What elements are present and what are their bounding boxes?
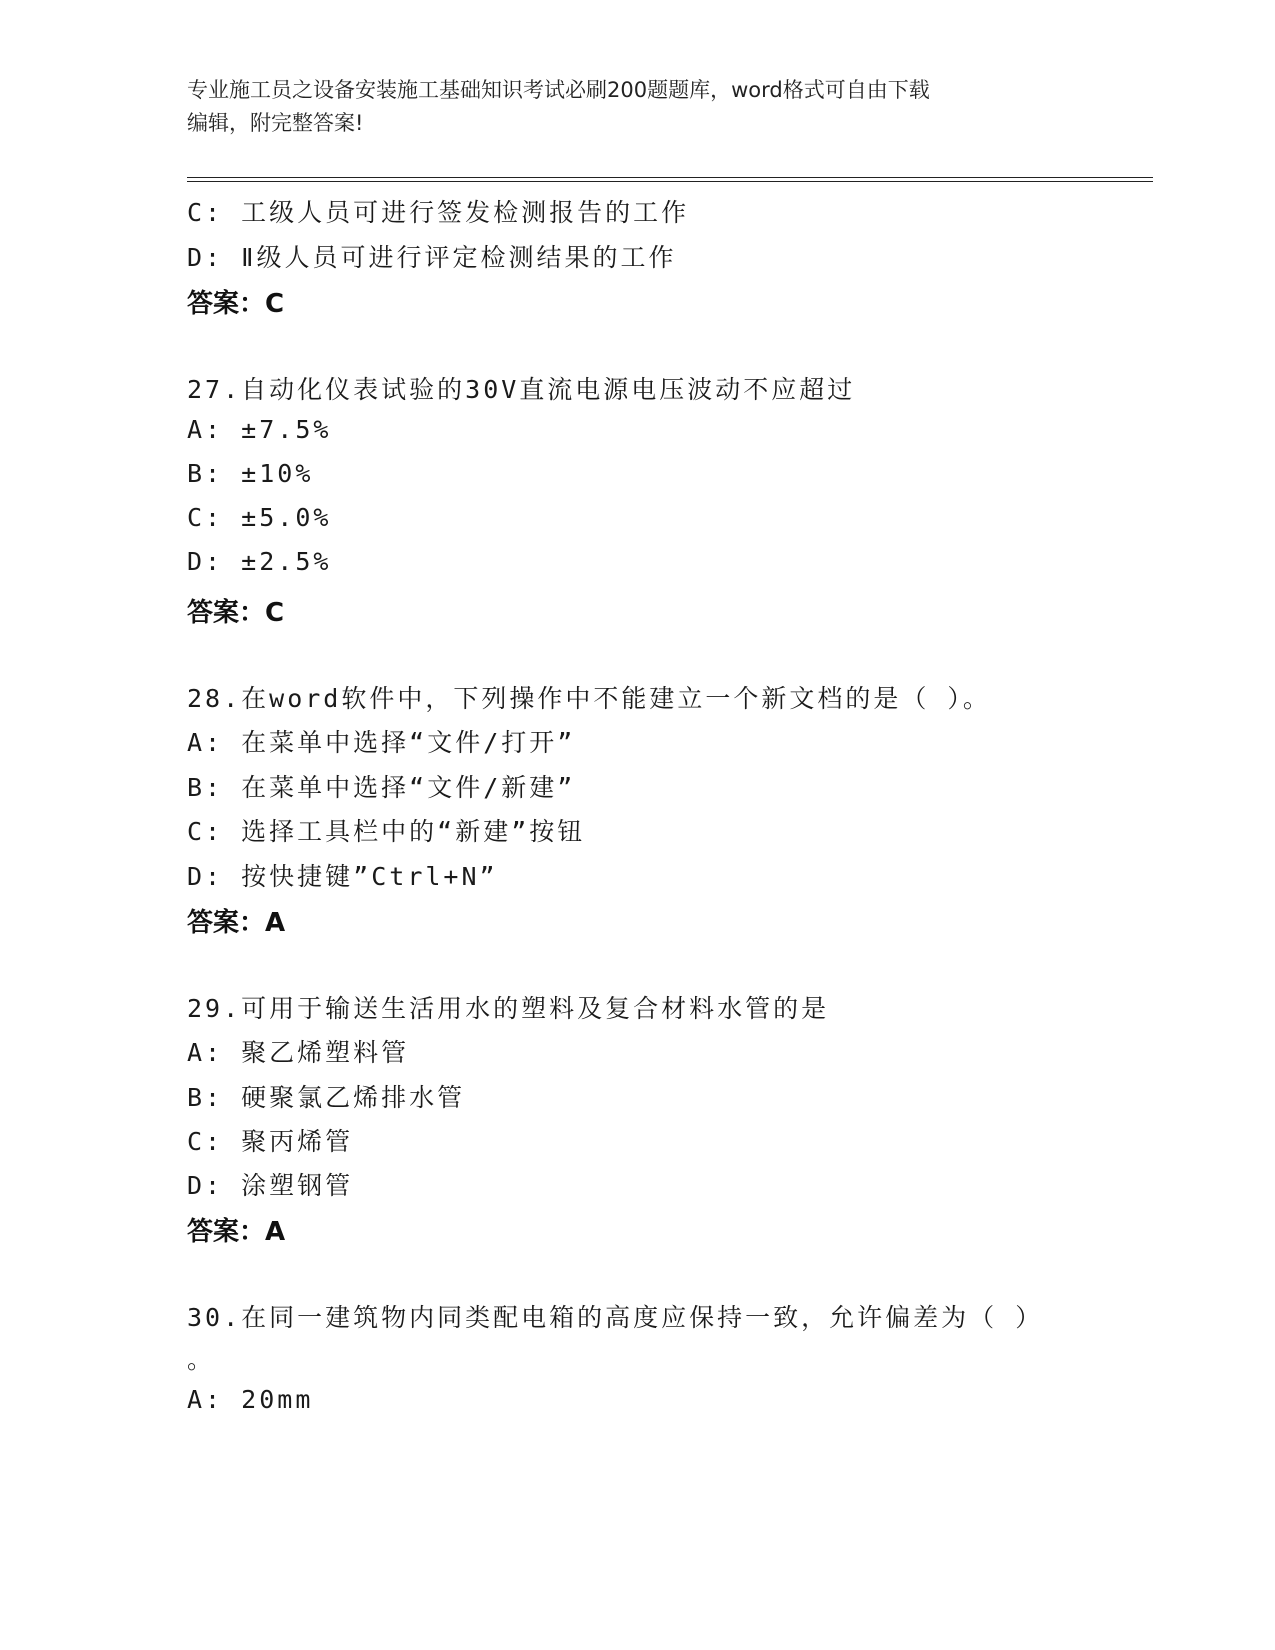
q29-option-c: C: 聚丙烯管	[187, 1127, 354, 1156]
q29-option-a: A: 聚乙烯塑料管	[187, 1038, 410, 1067]
q26-option-c: C: 工级人员可进行签发检测报告的工作	[187, 198, 690, 227]
document-header	[187, 74, 1067, 140]
q28-option-b: B: 在菜单中选择“文件/新建”	[187, 773, 576, 802]
q29-answer: 答案：A	[187, 1217, 286, 1247]
header-line-2: 编辑，附完整答案!	[187, 111, 364, 135]
q27-question: 27.自动化仪表试验的30V直流电源电压波动不应超过	[187, 375, 856, 404]
header-divider-bottom	[187, 181, 1153, 182]
q30-question-continuation: 。	[187, 1345, 216, 1374]
q28-question: 28.在word软件中，下列操作中不能建立一个新文档的是（ ）。	[187, 684, 991, 713]
q30-question: 30.在同一建筑物内同类配电箱的高度应保持一致，允许偏差为（ ）	[187, 1303, 1044, 1332]
header-line-1: 专业施工员之设备安装施工基础知识考试必刷200题题库，word格式可自由下载	[187, 78, 930, 102]
q28-answer: 答案：A	[187, 908, 286, 938]
q27-option-d: D: ±2.5%	[187, 547, 332, 576]
q29-option-d: D: 涂塑钢管	[187, 1171, 354, 1200]
q28-option-a: A: 在菜单中选择“文件/打开”	[187, 728, 576, 757]
q28-option-c: C: 选择工具栏中的“新建”按钮	[187, 817, 586, 846]
q27-option-c: C: ±5.0%	[187, 503, 332, 532]
q26-answer: 答案：C	[187, 289, 285, 319]
q28-option-d: D: 按快捷键”Ctrl+N”	[187, 862, 498, 891]
q29-option-b: B: 硬聚氯乙烯排水管	[187, 1083, 466, 1112]
q27-option-a: A: ±7.5%	[187, 415, 332, 444]
header-divider-top	[187, 177, 1153, 178]
q27-answer: 答案：C	[187, 598, 285, 628]
q30-option-a: A: 20mm	[187, 1385, 314, 1414]
q27-option-b: B: ±10%	[187, 459, 314, 488]
q29-question: 29.可用于输送生活用水的塑料及复合材料水管的是	[187, 994, 830, 1023]
q26-option-d: D: Ⅱ级人员可进行评定检测结果的工作	[187, 243, 677, 272]
